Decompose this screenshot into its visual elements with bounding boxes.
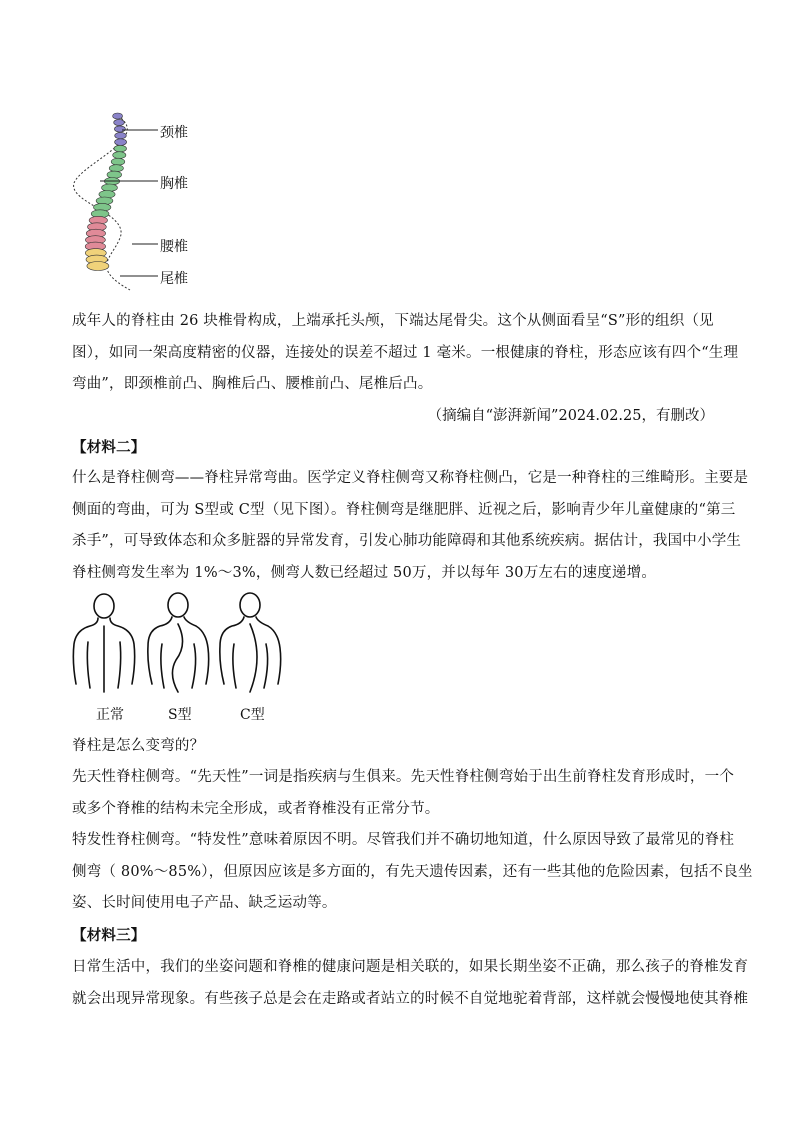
caption-normal: 正常 [96, 707, 124, 723]
spine-diagram [60, 108, 220, 293]
question-line: 脊柱是怎么变弯的？ [72, 738, 205, 754]
material1-line: 成年人的脊柱由 26 块椎骨构成，上端承托头颅，下端达尾骨尖。这个从侧面看呈“S”形的组织（见 [72, 313, 714, 329]
idiopathic-line: 姿、长时间使用电子产品、缺乏运动等。 [72, 895, 337, 911]
caption-s-type: S型 [168, 707, 192, 723]
vertebra [114, 145, 127, 152]
vertebra [114, 126, 125, 132]
material2-text [72, 463, 749, 589]
material2-line: 杀手”，可导致体态和众多脏器的异常发育，引发心肺功能障碍和其他系统疾病。据估计，我国中小学生 [72, 533, 742, 549]
material3-heading: 【材料三】 [72, 927, 146, 944]
congenital-cause [72, 762, 735, 825]
spine-illustration [60, 108, 220, 293]
vertebra [107, 171, 122, 178]
material3-text [72, 952, 749, 1015]
caption-c-type: C型 [240, 707, 265, 723]
congenital-line: 或多个脊椎的结构未完全形成，或者脊椎没有正常分节。 [72, 800, 440, 817]
vertebra [114, 119, 125, 125]
idiopathic-line: 特发性脊柱侧弯。“特发性”意味着原因不明。尽管我们并不确切地知道，什么原因导致了最常见的脊柱 [72, 832, 735, 848]
vertebra [109, 165, 123, 172]
idiopathic-cause [72, 825, 753, 920]
vertebra [102, 184, 118, 191]
label-lumbar: 腰椎 [160, 239, 188, 255]
body-outlines [68, 592, 288, 702]
c-type-body-outline [220, 593, 281, 692]
vertebra [115, 132, 127, 138]
vertebra [113, 152, 126, 159]
label-tailbone: 尾椎 [160, 271, 188, 287]
material1-text [72, 306, 739, 401]
vertebra [111, 158, 125, 165]
scoliosis-types-figure [68, 592, 288, 722]
congenital-line: 先天性脊柱侧弯。“先天性”一词是指疾病与生俱来。先天性脊柱侧弯始于出生前脊柱发育形成时，一个 [72, 769, 735, 785]
material1-line: 弯曲”，即颈椎前凸、胸椎后凸、腰椎前凸、尾椎后凸。 [72, 376, 433, 392]
label-cervical: 颈椎 [160, 125, 188, 141]
material2-line: 侧面的弯曲，可为 S型或 C型（见下图）。脊柱侧弯是继肥胖、近视之后，影响青少年儿童健康的“第三 [72, 501, 736, 518]
material2-line: 什么是脊柱侧弯——脊柱异常弯曲。医学定义脊柱侧弯又称脊柱侧凸，它是一种脊柱的三维畸形。主要是 [72, 470, 749, 486]
s-type-body-outline [148, 593, 209, 692]
material3-line: 就会出现异常现象。有些孩子总是会在走路或者站立的时候不自觉地驼着背部，这样就会慢慢地使其脊椎 [72, 990, 749, 1007]
label-thoracic: 胸椎 [160, 176, 188, 192]
idiopathic-line: 侧弯（ 80%～85%），但原因应该是多方面的，有先天遗传因素，还有一些其他的危险因素，包括不良坐 [72, 863, 753, 880]
material1-line: 图），如同一架高度精密的仪器，连接处的误差不超过 1 毫米。一根健康的脊柱，形态应该有四个“生理 [72, 344, 739, 361]
vertebra [115, 139, 127, 146]
normal-body-outline [73, 594, 134, 692]
source-citation: （摘编自“澎湃新闻”2024.02.25，有删改） [427, 408, 714, 424]
material3-line: 日常生活中，我们的坐姿问题和脊椎的健康问题是相关联的，如果长期坐姿不正确，那么孩子的脊椎发育 [72, 959, 749, 975]
vertebra [87, 262, 109, 271]
material2-line: 脊柱侧弯发生率为 1%～3%，侧弯人数已经超过 50万，并以每年 30万左右的速度递增。 [72, 564, 657, 581]
material2-heading: 【材料二】 [72, 439, 146, 456]
vertebra [113, 113, 123, 119]
